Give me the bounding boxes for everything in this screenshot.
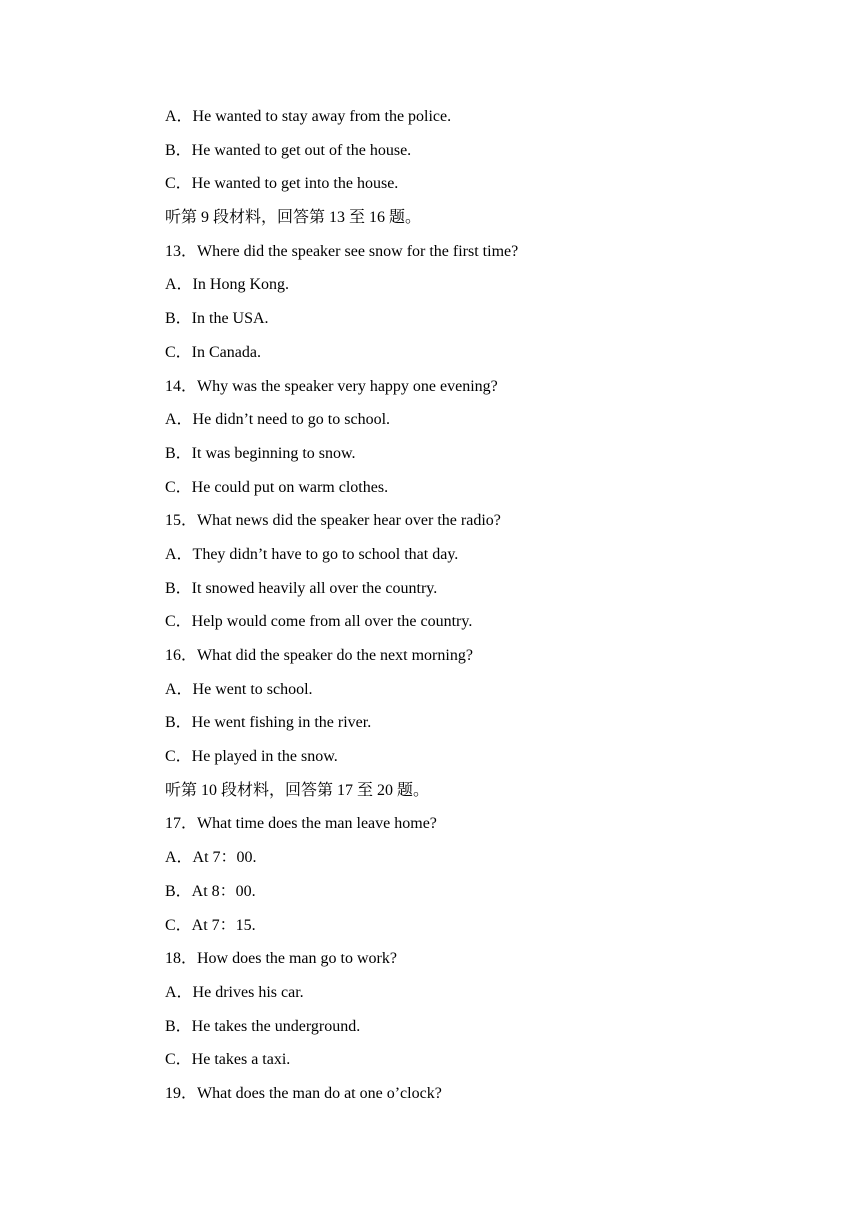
option-line: B．He takes the underground. (165, 1017, 361, 1035)
question-line: 14．Why was the speaker very happy one evening? (165, 377, 498, 395)
question-line: 16．What did the speaker do the next morning? (165, 647, 473, 664)
question-line: 19．What does the man do at one o’clock? (165, 1084, 442, 1102)
option-line: B．At 8：00. (165, 882, 256, 900)
option-line: C．He could put on warm clothes. (165, 478, 389, 496)
text-body (165, 103, 785, 1114)
question-line: 13．Where did the speaker see snow for the first time? (165, 242, 519, 260)
question-line: 17．What time does the man leave home? (165, 815, 437, 833)
option-line: A．In Hong Kong. (165, 276, 289, 294)
option-line: A．They didn’t have to go to school that day. (165, 545, 459, 563)
option-line: A．He went to school. (165, 680, 313, 698)
option-line: A．He didn’t need to go to school. (165, 411, 391, 429)
option-line: C．In Canada. (165, 343, 261, 361)
option-line: C．He played in the snow. (165, 748, 338, 766)
option-line: B．He wanted to get out of the house. (165, 141, 412, 159)
option-line: B．He went fishing in the river. (165, 714, 372, 732)
question-line: 15．What news did the speaker hear over the radio? (165, 512, 501, 530)
option-line: C．At 7：15. (165, 916, 256, 934)
section-instruction: 听第 10 段材料，回答第 17 至 20 题。 (165, 781, 430, 799)
option-line: C．He wanted to get into the house. (165, 175, 399, 193)
option-line: A．He wanted to stay away from the police. (165, 108, 452, 125)
question-line: 18．How does the man go to work? (165, 950, 397, 968)
option-line: B．It snowed heavily all over the country. (165, 579, 438, 597)
option-line: A．He drives his car. (165, 983, 304, 1001)
option-line: C．He takes a taxi. (165, 1051, 291, 1069)
section-instruction: 听第 9 段材料，回答第 13 至 16 题。 (165, 209, 422, 227)
option-line: B．It was beginning to snow. (165, 444, 356, 462)
option-line: C．Help would come from all over the country. (165, 613, 473, 631)
option-line: A．At 7：00. (165, 849, 257, 867)
option-line: B．In the USA. (165, 310, 269, 328)
